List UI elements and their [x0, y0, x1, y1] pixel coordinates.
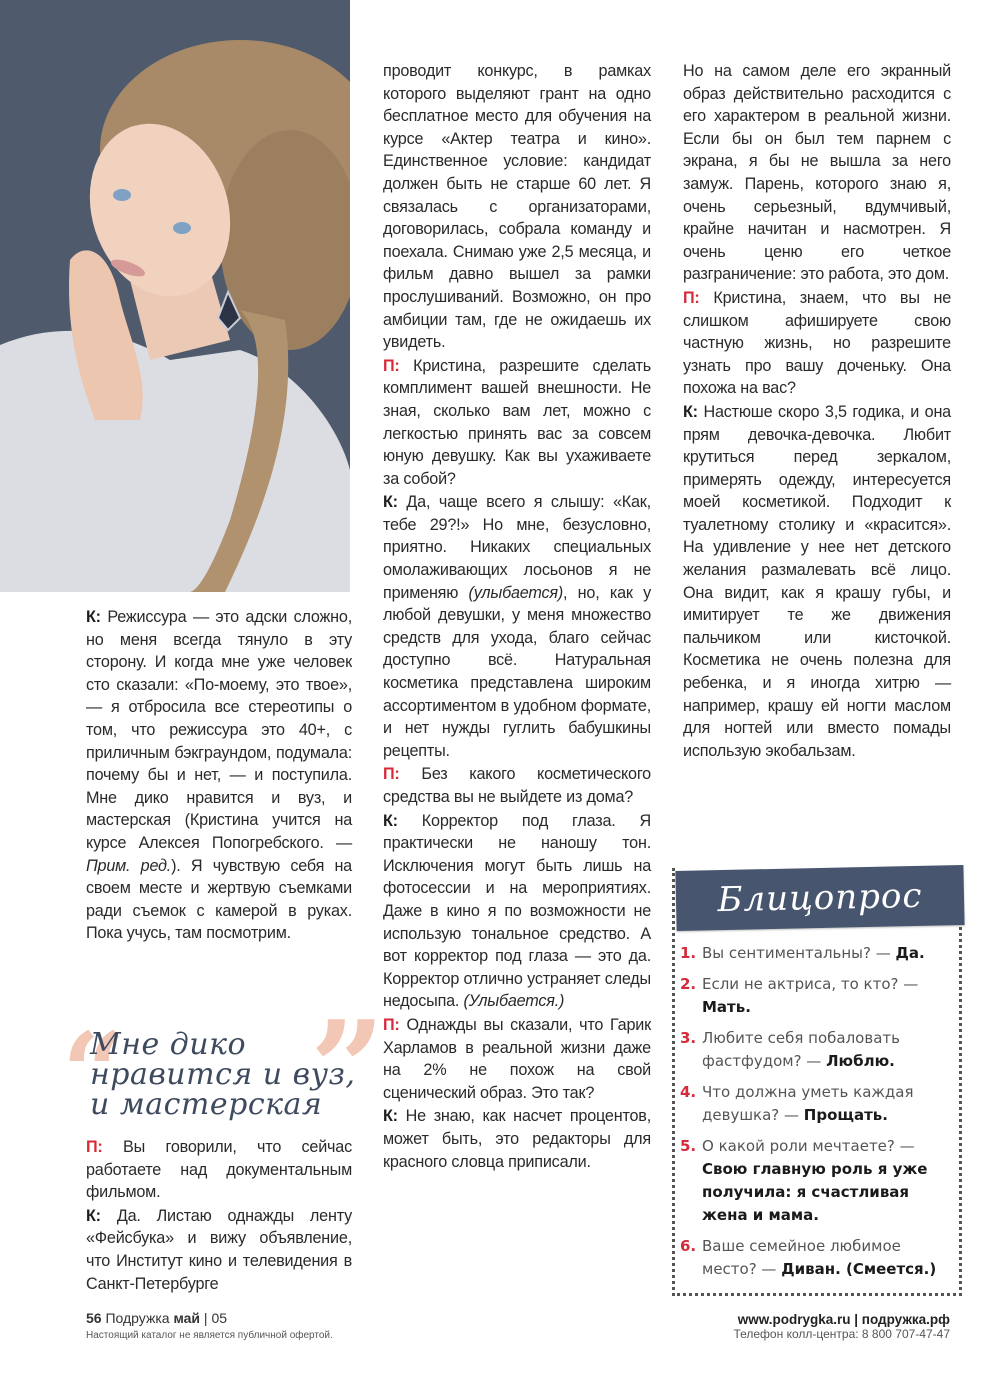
blitz-item — [680, 1235, 950, 1281]
answer-paragraph — [683, 401, 951, 763]
pull-quote — [62, 992, 385, 1145]
item-number: 3. — [680, 1029, 697, 1047]
article-column-3 — [683, 60, 951, 763]
paragraph-text: Кристина, знаем, что вы не слишком афишируете свою частную жизнь, но разрешите узнать про вашу доченьку. Она похожа на вас? — [683, 288, 951, 398]
speaker-label: П: — [86, 1138, 103, 1156]
call-center-phone: Телефон колл-центра: 8 800 707-47-47 — [733, 1327, 950, 1341]
item-number: 2. — [680, 975, 697, 993]
speaker-label: П: — [383, 765, 400, 784]
item-number: 6. — [680, 1237, 697, 1255]
issue-month: май — [173, 1310, 201, 1326]
blitz-question: Если не актриса, то кто? — — [702, 975, 919, 993]
blitz-answer: Свою главную роль я уже получила: я счастливая жена и мама. — [702, 1160, 928, 1224]
blitz-answer: Прощать. — [803, 1106, 888, 1124]
paragraph-text: Без какого косметического средства вы не выйдете из дома? — [383, 765, 651, 806]
answer-paragraph — [383, 491, 651, 762]
paragraph-text: Режиссура — это адски сложно, но меня всегда тянуло в эту сторону. И когда мне уже человек сто сказали: «По-моему, это твое», — я отбросила все стереотипы о том, что режиссура это 40+, с приличным бэкграундом, подумала: почему бы и нет, — и поступила. Мне дико нравится и вуз, и мастерская (Кристина учится на курсе Алексея Попогребского. — — [86, 608, 352, 852]
blitz-title: Блицопрос — [717, 875, 923, 921]
website-link[interactable]: www.podrygka.ru | подружка.рф — [737, 1312, 950, 1327]
item-number: 4. — [680, 1083, 697, 1101]
paragraph-tail: , но, как у любой девушки, у меня множество средств для ухода, благо сейчас доступно всё. Натуральная косметика представлена широким ассортиментом в удобном формате, и нет нужды гуглить бабушкины рецепты. — [383, 583, 651, 760]
blitz-answer: Люблю. — [826, 1052, 895, 1070]
answer-paragraph — [383, 1105, 651, 1173]
paragraph-text: Вы говорили, что сейчас работаете над документальным фильмом. — [86, 1138, 352, 1202]
question-paragraph — [383, 355, 651, 491]
speaker-label: П: — [383, 1015, 400, 1034]
pull-quote-text: Мне дико нравится и вуз, и мастерская — [90, 1027, 356, 1122]
blitz-answer: Диван. (Смеется.) — [781, 1260, 937, 1278]
paragraph-text: Но на самом деле его экранный образ действительно расходится с его характером в реальной жизни. Если бы он был тем парнем с экрана, я бы не вышла за него замуж. Парень, которого знаю я, очень серьезный, вдумчивый, крайне начитан и насмотрен. Я очень ценю его четкое разграничение: это работа, это дом. — [683, 62, 951, 284]
paragraph-tail: ). Я чувствую себя на своем месте и жертвую съемками ради съемок с камерой в руках. Пока учусь, там посмотрим. — [86, 856, 352, 943]
blitz-item — [680, 942, 950, 965]
question-paragraph — [383, 763, 651, 808]
article-column-2 — [383, 60, 651, 1174]
issue-number: | 05 — [203, 1310, 228, 1326]
paragraph-text: Не знаю, как насчет процентов, может быть, это редакторы для красного словца приписали. — [383, 1107, 651, 1171]
magazine-name: Подружка — [105, 1310, 170, 1326]
speaker-label: К: — [383, 493, 398, 512]
blitz-question: Что должна уметь каждая девушка? — — [702, 1083, 914, 1124]
blitz-question: Вы сентиментальны? — — [702, 944, 896, 962]
open-quote-mark-icon: “ — [62, 1008, 126, 1137]
speaker-label: П: — [383, 356, 400, 375]
question-paragraph — [86, 1136, 352, 1204]
blitz-item — [680, 973, 950, 1019]
speaker-label: К: — [683, 402, 698, 421]
paragraph-text: проводит конкурс, в рамках которого выделяют грант на одно бесплатное место для обучения на курсе «Актер театра и кино». Единственное условие: кандидат должен быть не старше 60 лет. Я связалась с организаторами, договорилась, собрала команду и поехала. Снимаю уже 2,5 месяца, и фильм давно вышел за рамки прослушиваний. Возможно, он про амбиции там, где не ожидаешь их увидеть. — [383, 62, 651, 352]
speaker-label: К: — [86, 1206, 101, 1225]
stage-direction: (улыбается) — [468, 583, 564, 602]
blitz-question: О какой роли мечтаете? — — [702, 1137, 915, 1155]
blitz-answer: Да. — [895, 944, 925, 962]
paragraph-text: Да. Листаю однажды ленту «Фейсбука» и вижу объявление, что Институт кино и телевидения в Санкт-Петербурге — [86, 1206, 352, 1293]
page-number: 56 — [86, 1310, 102, 1326]
answer-paragraph — [383, 810, 651, 1013]
page-footer — [86, 1310, 227, 1326]
paragraph-text: Кристина, разрешите сделать комплимент вашей внешности. Не зная, сколько вам лет, можно с легкостью принять вас за совсем юную девушку. Как вы ухаживаете за собой? — [383, 356, 651, 488]
speaker-label: К: — [86, 608, 101, 626]
portrait-illustration — [0, 0, 350, 592]
blitz-question: Любите себя побаловать фастфудом? — — [702, 1029, 900, 1070]
continued-paragraph — [683, 60, 951, 286]
blitz-item — [680, 1081, 950, 1127]
question-paragraph — [683, 287, 951, 400]
blitz-list — [680, 942, 950, 1289]
blitz-item — [680, 1027, 950, 1073]
close-quote-mark-icon: ” — [310, 992, 385, 1145]
paragraph-text: Настюше скоро 3,5 годика, и она прям девочка-девочка. Любит крутиться перед зеркалом, примерять одежду, интересуется моей косметикой. Подходит к туалетному столику и «красится». На удивление у нее нет детского желания размалевать всё лицо. Она видит, как я крашу губы, и имитирует те же движения пальчиком или кисточкой. Косметика не очень полезна для ребенка, и я иногда хитрю — например, крашу ей ногти маслом для ногтей или вместо помады использую экобальзам. — [683, 402, 951, 760]
item-number: 5. — [680, 1137, 697, 1155]
paragraph-text: Однажды вы сказали, что Гарик Харламов в реальной жизни даже на 2% не похож на свой сценический образ. Это так? — [383, 1015, 651, 1102]
article-column-1 — [86, 606, 352, 946]
speaker-label: К: — [383, 1107, 398, 1126]
blitz-question: Ваше семейное любимое место? — — [702, 1237, 901, 1278]
editor-note: Прим. ред. — [86, 856, 172, 875]
speaker-label: К: — [383, 811, 398, 830]
paragraph-text: Корректор под глаза. Я практически не наношу тон. Исключения могут быть лишь на фотосессии и на мероприятиях. Даже в кино я по возможности не использую тональное средство. А вот корректор под глаза — это да. Корректор отлично устраняет следы недосыпа. — [383, 811, 651, 1011]
paragraph-text: Да, чаще всего я слышу: «Как, тебе 29?!» Но мне, безусловно, приятно. Никаких специальных омолаживающих лосьонов я не применяю — [383, 493, 651, 602]
contact-footer — [700, 1312, 950, 1341]
speaker-label: П: — [683, 288, 700, 307]
question-paragraph — [383, 1014, 651, 1104]
portrait-photo — [0, 0, 350, 592]
blitz-answer: Мать. — [702, 998, 751, 1016]
continued-paragraph — [383, 60, 651, 354]
blitz-title-banner — [675, 865, 964, 931]
article-column-1-bottom — [86, 1136, 352, 1296]
answer-paragraph — [86, 606, 352, 945]
stage-direction: (Улыбается.) — [463, 992, 565, 1011]
item-number: 1. — [680, 944, 697, 962]
answer-paragraph — [86, 1205, 352, 1295]
blitz-item — [680, 1135, 950, 1227]
disclaimer: Настоящий каталог не является публичной офертой. — [86, 1330, 333, 1341]
